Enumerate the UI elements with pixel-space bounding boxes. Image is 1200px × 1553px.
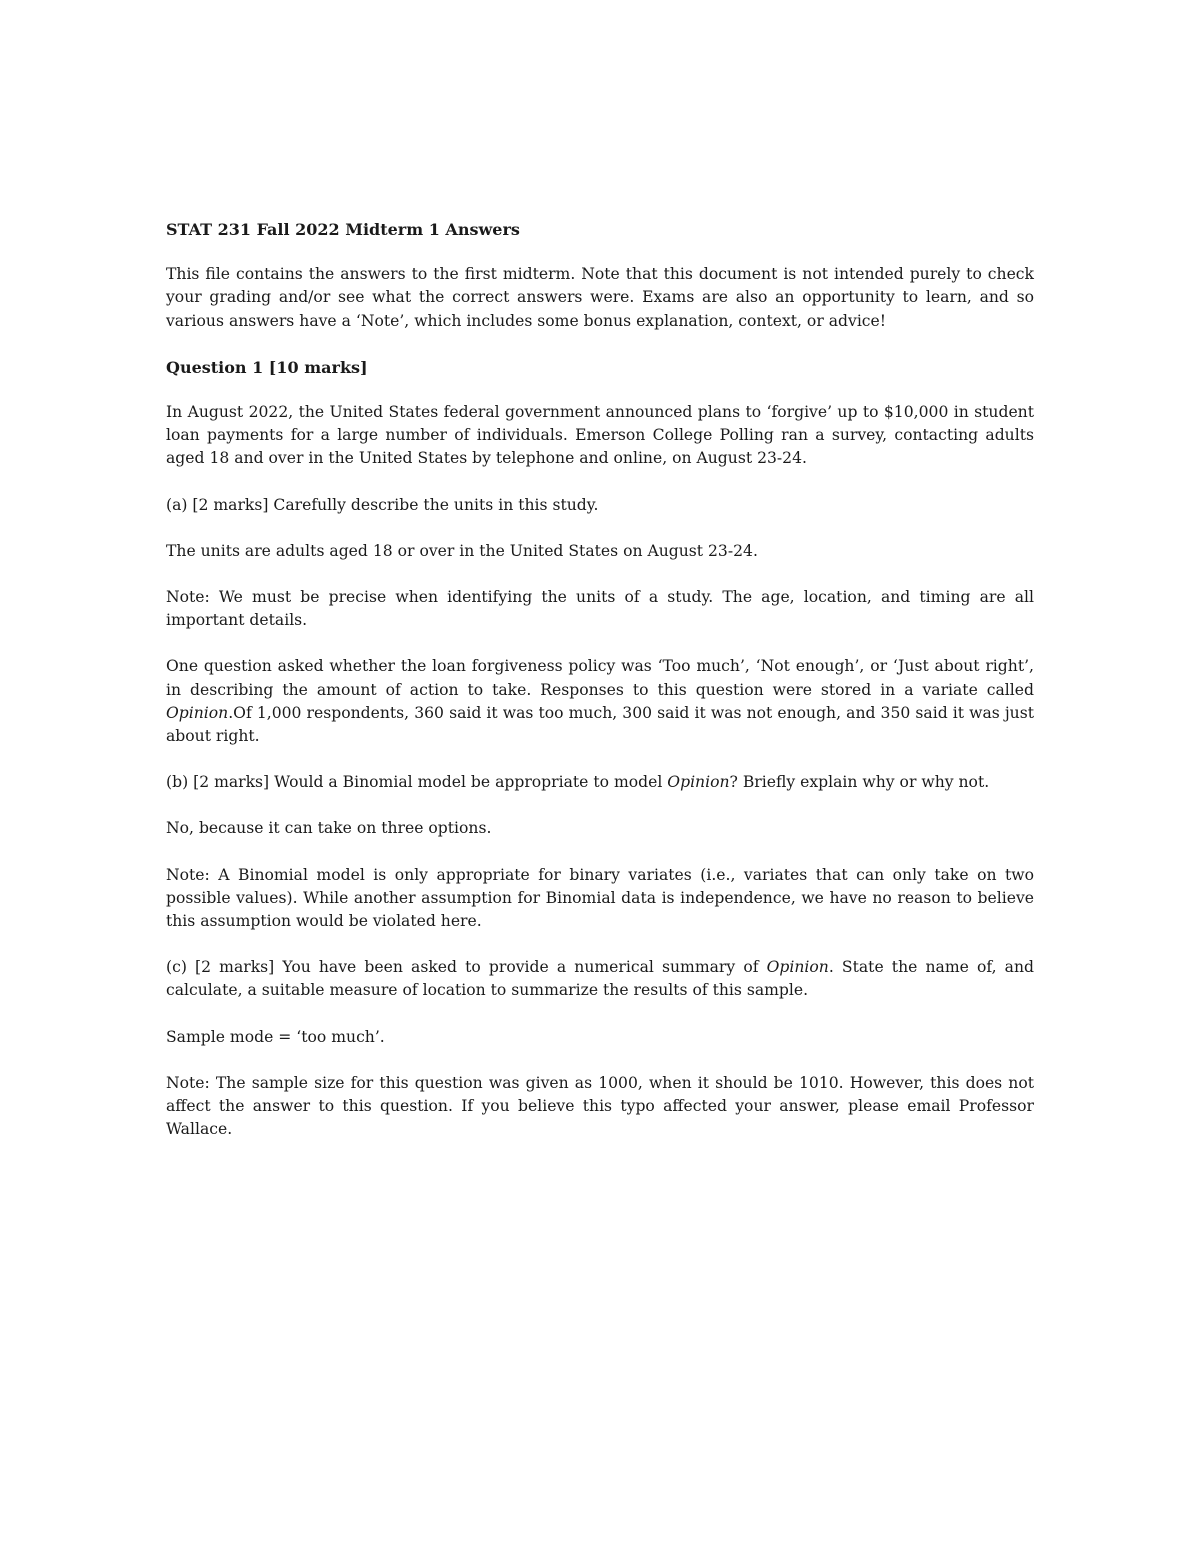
intro-paragraph: This file contains the answers to the first midterm. Note that this document is not intended purely to check your grading and/or see what the correct answers were. Exams are also an opportunity to learn, and so various answers have a ‘Note’, which includes some bonus explanation, context, or advice! [166,265,1034,330]
part-b-text-post: ? Briefly explain why or why not. [729,773,990,792]
part-b-note: Note: A Binomial model is only appropriate for binary variates (i.e., variates that can only take on two possible values). While another assumption for Binomial data is independence, we have no reason to believe this assumption would be violated here. [166,865,1034,931]
part-a-question: (a) [2 marks] Carefully describe the units in this study. [166,495,599,514]
variate-name: Opinion [667,773,730,792]
part-b-question [166,771,1034,794]
context-2-text-pre: One question asked whether the loan forgiveness policy was ‘Too much’, ‘Not enough’, or ‘Just about right’, in describing the amount of action to take. Responses to this question were stored in a variate called [166,657,1034,699]
part-c-answer: Sample mode = ‘too much’. [166,1027,385,1046]
context-2-text-post: .Of 1,000 respondents, 360 said it was too much, 300 said it was not enough, and 350 said it was just about right. [166,703,1034,746]
part-c-text-pre: (c) [2 marks] You have been asked to provide a numerical summary of [166,958,767,977]
variate-name: Opinion [166,703,229,722]
part-b-answer: No, because it can take on three options. [166,819,492,838]
part-c-text-post: . State the name of, and calculate, a suitable measure of location to summarize the results of this sample. [166,958,1034,1000]
part-a-answer: The units are adults aged 18 or over in the United States on August 23-24. [166,541,758,560]
question-1-heading: Question 1 [10 marks] [166,357,368,377]
part-c-question [166,956,1034,1002]
document-page [166,218,1034,1164]
question-1-context: In August 2022, the United States federal government announced plans to ‘forgive’ up to $10,000 in student loan payments for a large number of individuals. Emerson College Polling ran a survey, contacting adults aged 18 and over in the United States by telephone and online, on August 23-24. [166,403,1034,468]
part-b-text-pre: (b) [2 marks] Would a Binomial model be appropriate to model [166,773,668,792]
variate-name: Opinion [766,958,829,977]
document-title: STAT 231 Fall 2022 Midterm 1 Answers [166,220,520,239]
part-c-note: Note: The sample size for this question was given as 1000, when it should be 1010. However, this does not affect the answer to this question. If you believe this typo affected your answer, please email Professor Wallace. [166,1073,1034,1139]
question-1-context-2 [166,655,1034,748]
part-a-note: Note: We must be precise when identifying the units of a study. The age, location, and timing are all important details. [166,588,1034,630]
